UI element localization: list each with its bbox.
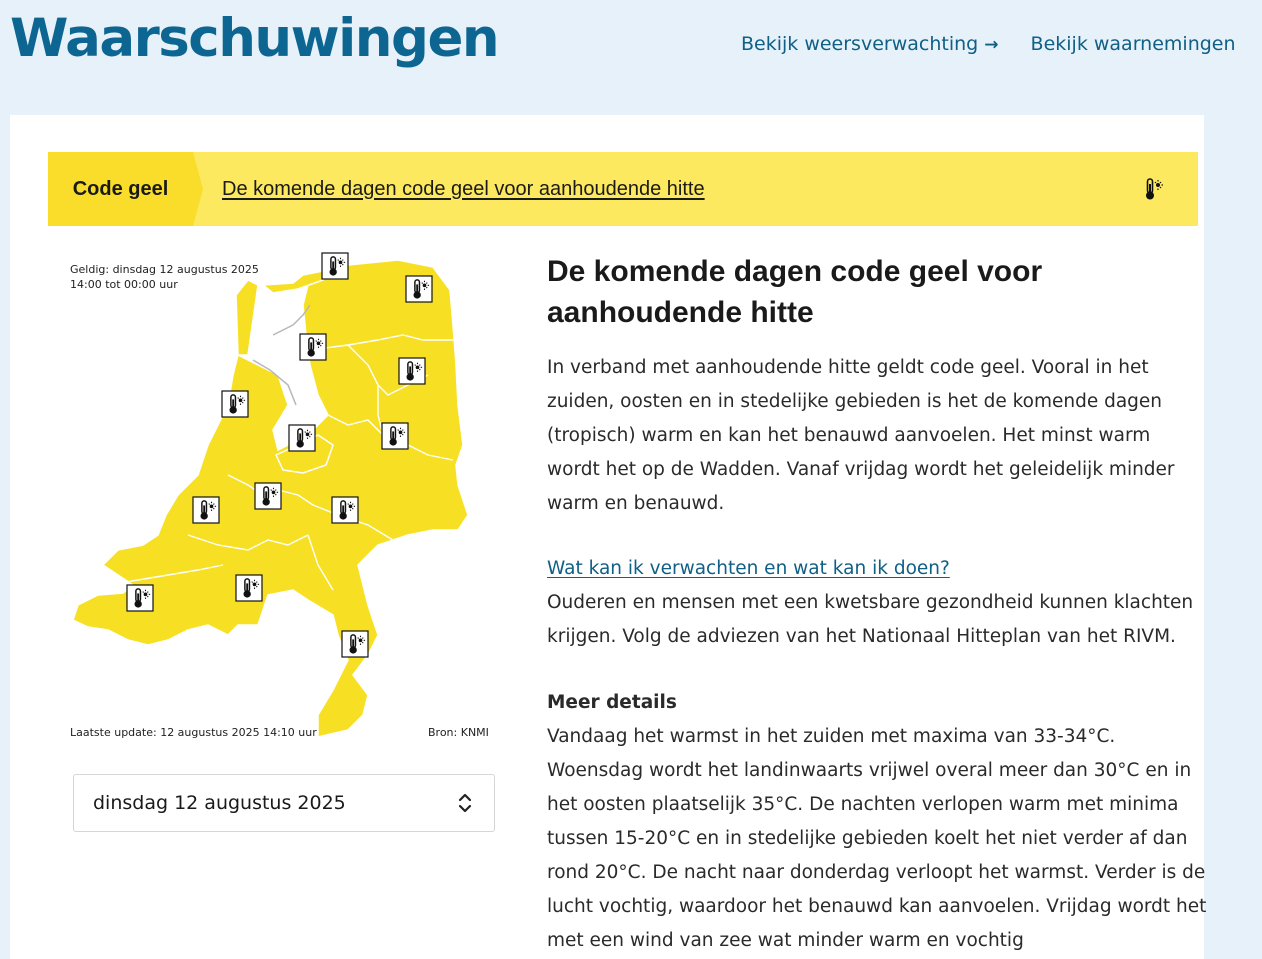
date-select-value: dinsdag 12 augustus 2025 [93, 792, 346, 814]
details-text: Vandaag het warmst in het zuiden met maxima van 33-34°C. Woensdag wordt het landinwaarts vrijwel overal meer dan 30°C en in het oosten plaatselijk 35°C. De nachten verlopen warm met minima tussen 15-20°C en in stedelijke gebieden koelt het niet verder af dan rond 20°C. De nacht naar donderdag verloopt het warmst. Verder is de lucht vochtig, waardoor het benauwd kan aanvoelen. Vrijdag wordt het met een wind van zee wat minder warm en vochtig [547, 726, 1207, 951]
details-heading: Meer details [547, 692, 677, 713]
faq-text: Ouderen en mensen met een kwetsbare gezondheid kunnen klachten krijgen. Volg de adviezen van het Nationaal Hitteplan van het RIVM. [547, 592, 1194, 647]
warning-content [547, 251, 1207, 958]
netherlands-map [48, 245, 518, 745]
warning-map[interactable] [48, 245, 518, 745]
top-links [741, 33, 1262, 55]
faq-link[interactable]: Wat kan ik verwachten en wat kan ik doen? [547, 558, 950, 579]
date-select[interactable] [73, 774, 495, 832]
observations-link[interactable] [1031, 33, 1236, 55]
forecast-link[interactable] [741, 33, 1005, 55]
map-valid-date: Geldig: dinsdag 12 augustus 2025 [70, 263, 259, 276]
code-badge: Code geel [48, 152, 193, 226]
forecast-link-label: Bekijk weersverwachting [741, 33, 979, 55]
observations-link-label: Bekijk waarnemingen [1030, 33, 1236, 55]
page-title: Waarschuwingen [10, 8, 499, 69]
map-valid-time: 14:00 tot 00:00 uur [70, 278, 178, 291]
top-header [0, 0, 1236, 115]
warning-intro: In verband met aanhoudende hitte geldt code geel. Vooral in het zuiden, oosten en in stedelijke gebieden is het de komende dagen (tropisch) warm en kan het benauwd aanvoelen. Het minst warm wordt het op de Wadden. Vanaf vrijdag wordt het geleidelijk minder warm en benauwd. [547, 357, 1175, 514]
warning-headline-link[interactable]: De komende dagen code geel voor aanhoudende hitte [222, 177, 705, 200]
thermometer-sun-icon [1140, 176, 1164, 202]
warning-card [10, 115, 1207, 959]
chevron-up-down-icon [458, 792, 472, 814]
arrow-right-icon: → [984, 35, 999, 55]
map-last-update: Laatste update: 12 augustus 2025 14:10 uur [70, 726, 317, 739]
map-validity [70, 262, 259, 292]
warning-title: De komende dagen code geel voor aanhoudende hitte [547, 255, 1043, 329]
warning-banner[interactable] [48, 152, 1198, 226]
map-source: Bron: KNMI [428, 726, 489, 739]
